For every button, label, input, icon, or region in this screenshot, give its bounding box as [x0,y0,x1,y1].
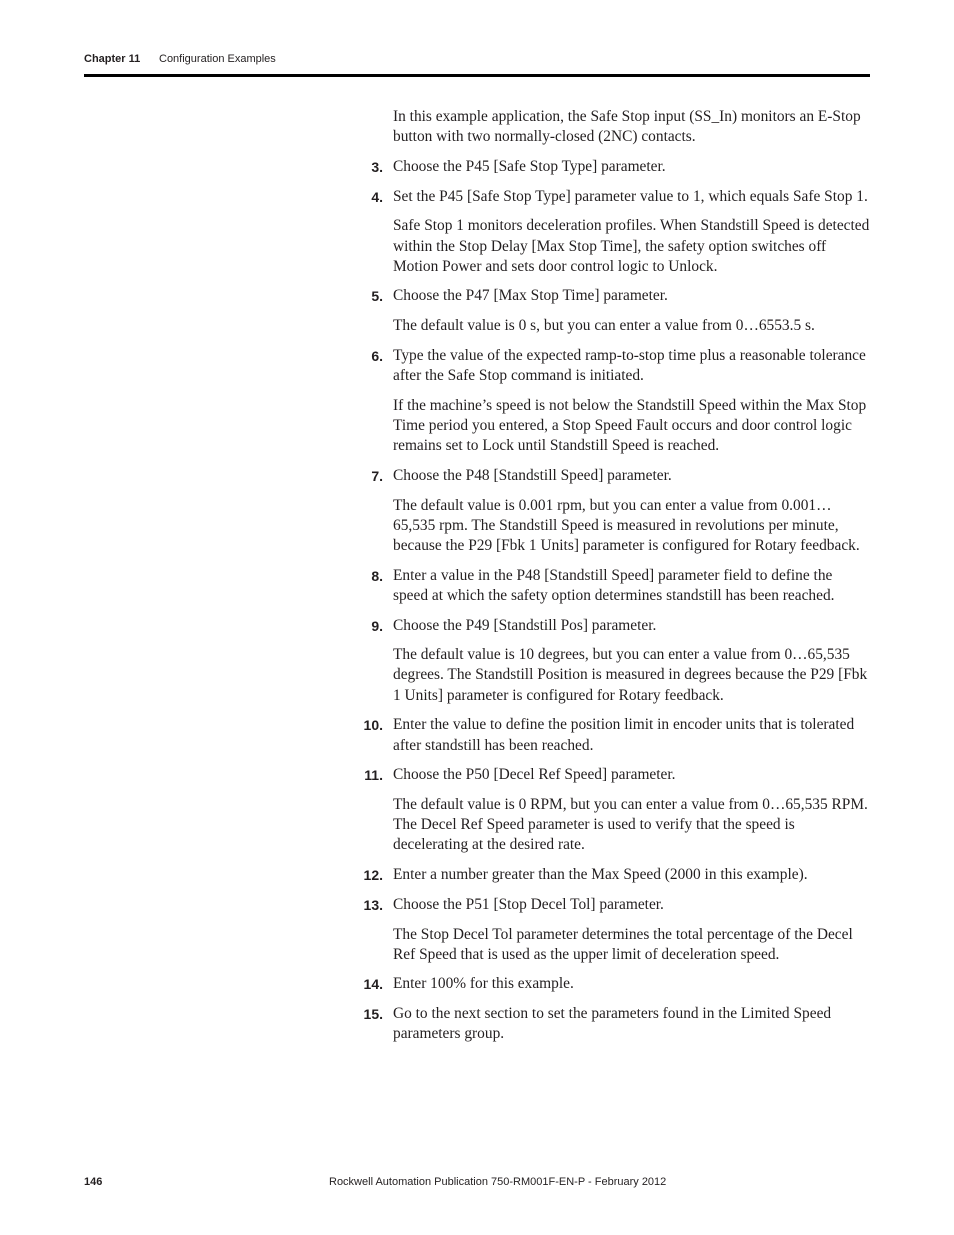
step-number: 11. [364,767,383,784]
step-note: If the machine’s speed is not below the Standstill Speed within the Max Stop Time period you entered, a Stop Speed Fault occurs and door control logic remains set to Lock until Standstill Speed is reached. [393,396,867,455]
step-number: 3. [371,158,383,175]
body-content [363,107,871,1054]
list-item [363,895,871,915]
header-rule [84,74,870,77]
step-number: 14. [363,976,383,993]
step-text: Go to the next section to set the parameters found in the Limited Speed parameters group. [393,1005,832,1043]
list-item [363,865,871,885]
step-number: 8. [371,567,383,584]
list-item [363,974,871,994]
list-item [371,157,871,177]
step-text: Enter a value in the P48 [Standstill Speed] parameter field to define the speed at which the safety option determines standstill has been reached. [393,566,835,604]
step-note: The default value is 0 s, but you can enter a value from 0…6553.5 s. [393,317,815,335]
list-item [371,286,871,306]
step-number: 15. [363,1006,383,1023]
step-number: 10. [363,717,383,734]
step-number: 12. [363,867,383,884]
chapter-label: Chapter 11 [84,53,141,65]
publication-info: Rockwell Automation Publication 750-RM001F-EN-P - February 2012 [329,1176,667,1188]
list-item [371,346,871,386]
step-number: 6. [371,347,383,364]
step-text: Enter 100% for this example. [393,975,574,993]
step-number: 9. [371,617,383,634]
step-note: The default value is 0 RPM, but you can enter a value from 0…65,535 RPM. The Decel Ref Speed parameter is used to verify that the speed is decelerating at the desired rate. [393,795,868,854]
step-number: 4. [371,188,383,205]
step-text: Enter a number greater than the Max Speed (2000 in this example). [393,866,808,884]
step-number: 5. [371,288,383,305]
step-text: Choose the P49 [Standstill Pos] parameter. [393,616,657,634]
step-text: Set the P45 [Safe Stop Type] parameter value to 1, which equals Safe Stop 1. [393,187,868,205]
step-text: Type the value of the expected ramp-to-stop time plus a reasonable tolerance after the Safe Stop command is initiated. [393,346,866,385]
list-item [371,616,871,636]
list-item [371,566,871,606]
step-note: The default value is 0.001 rpm, but you can enter a value from 0.001…65,535 rpm. The Standstill Speed is measured in revolutions per minute, because the P29 [Fbk 1 Units] parameter is configured for Rotary feedback. [393,496,860,554]
page-number: 146 [84,1176,103,1188]
chapter-title: Configuration Examples [159,53,276,65]
step-text: Choose the P45 [Safe Stop Type] parameter. [393,157,666,175]
step-number: 13. [363,896,383,913]
step-text: Choose the P48 [Standstill Speed] parameter. [393,466,672,484]
list-item [364,765,871,785]
step-list [363,157,871,1045]
list-item [371,466,871,486]
step-text: Choose the P47 [Max Stop Time] parameter. [393,287,668,305]
list-item [371,187,871,207]
step-text: Enter the value to define the position limit in encoder units that is tolerated after standstill has been reached. [393,716,855,754]
step-text: Choose the P50 [Decel Ref Speed] parameter. [393,766,676,784]
step-number: 7. [371,467,383,484]
step-text: Choose the P51 [Stop Decel Tol] parameter. [393,895,664,913]
list-item [363,1004,871,1044]
intro-paragraph: In this example application, the Safe Stop input (SS_In) monitors an E-Stop button with two normally-closed (2NC) contacts. [393,108,861,146]
step-note: The Stop Decel Tol parameter determines the total percentage of the Decel Ref Speed that is used as the upper limit of deceleration speed. [393,925,853,963]
step-note: Safe Stop 1 monitors deceleration profiles. When Standstill Speed is detected within the Stop Delay [Max Stop Time], the safety option switches off Motion Power and sets door control logic to Unlock. [393,217,870,275]
step-note: The default value is 10 degrees, but you can enter a value from 0…65,535 degrees. The Standstill Position is measured in degrees because the P29 [Fbk 1 Units] parameter is configured for Rotary feedback. [393,646,868,704]
list-item [363,715,871,755]
